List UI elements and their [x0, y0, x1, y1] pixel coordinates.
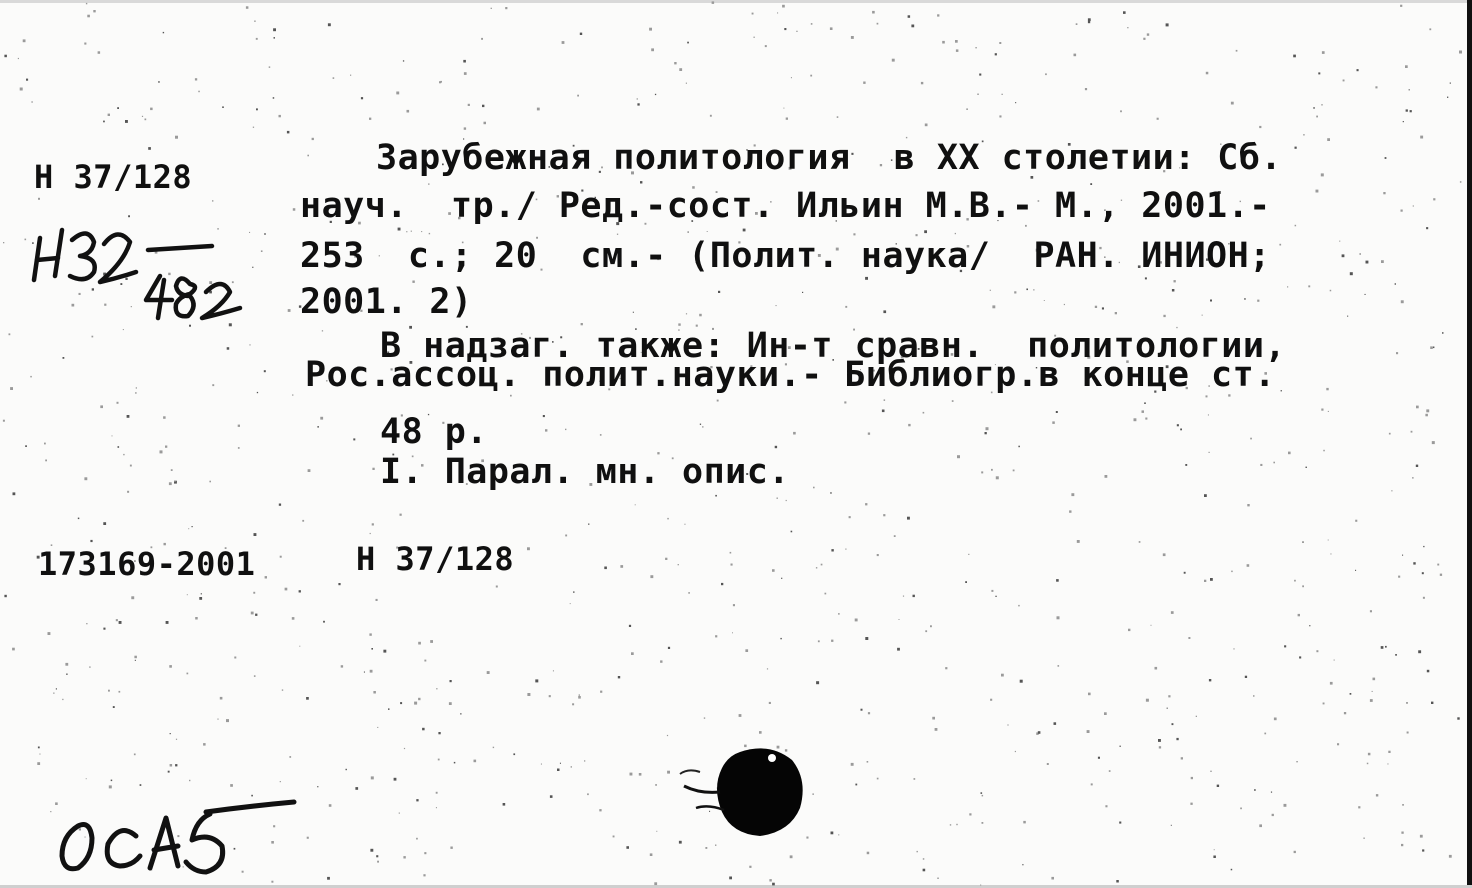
ink-blot	[680, 748, 803, 836]
body-line-5: В надзаг. также: Ин-т сравн. политологии,	[380, 326, 1287, 366]
body-line-6: Рос.ассоц. полит.науки.- Библиогр.в конце ст.	[305, 355, 1276, 395]
body-line-2: науч. тр./ Ред.-сост. Ильин М.В.- М., 2001.-	[300, 186, 1271, 226]
body-line-1: Зарубежная политология в XX столетии: Сб.	[376, 138, 1283, 178]
body-line-4: 2001. 2)	[300, 282, 473, 322]
body-line-3: 253 с.; 20 см.- (Полит. наука/ РАН. ИНИОН;	[300, 236, 1271, 276]
handwritten-code	[62, 802, 294, 872]
body-line-8: I. Парал. мн. опис.	[380, 452, 790, 492]
shelfmark-top: Н 37/128	[34, 158, 193, 196]
handwritten-classification-top	[34, 230, 212, 282]
body-line-7: 48 р.	[380, 412, 488, 452]
shelfmark-bottom: Н 37/128	[356, 540, 515, 578]
inventory-number: 173169-2001	[38, 545, 256, 583]
handwritten-classification-bottom	[146, 276, 240, 318]
